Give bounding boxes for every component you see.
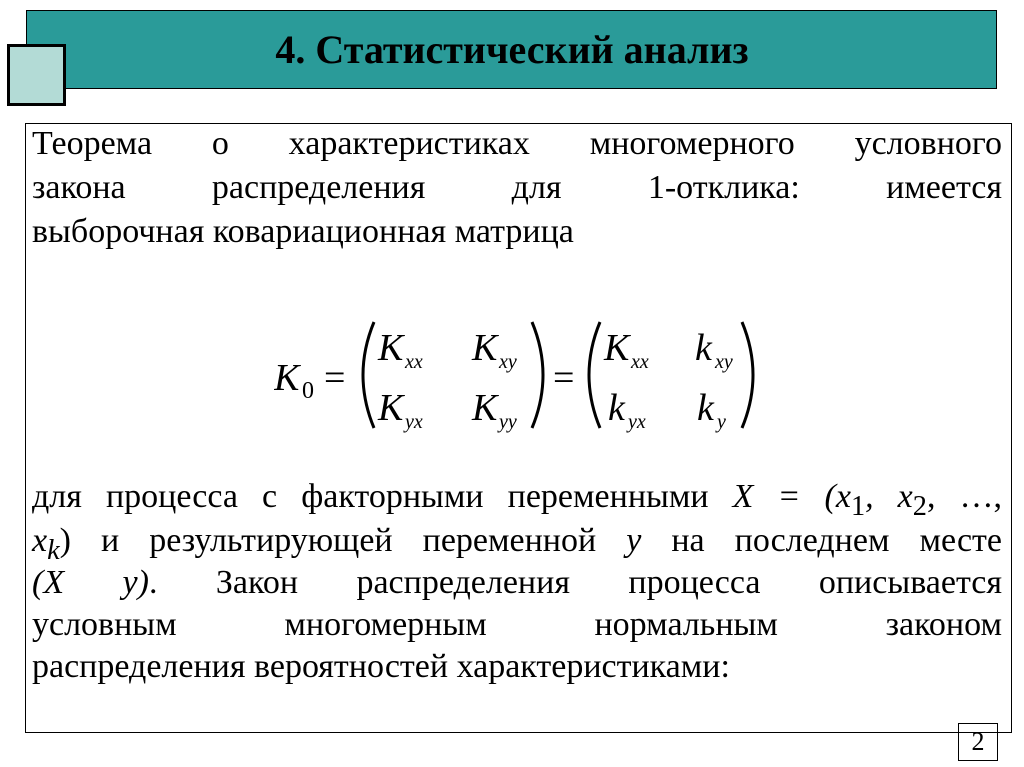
matrix2-right-paren (742, 322, 753, 428)
m1-r2c1: K (378, 387, 404, 429)
matrix1-right-paren (532, 322, 543, 428)
eq-equals-2: = (553, 357, 575, 399)
m1-r2c1-sub: yx (405, 411, 423, 433)
page-number: 2 (958, 723, 998, 761)
m2-r1c2-sub: xy (715, 351, 733, 373)
body-line-5: распределения вероятностей характеристиками: (32, 648, 730, 685)
m2-r1c2: k (695, 327, 712, 369)
theorem-line-1: Теорема о характеристиках многомерного условного (32, 125, 1002, 162)
eq-lhs-sub: 0 (302, 378, 314, 404)
body-line-4: условным многомерным нормальным законом (32, 606, 1002, 643)
m1-r1c2: K (472, 327, 498, 369)
theorem-line-3: выборочная ковариационная матрица (32, 213, 574, 250)
m1-r2c2: K (472, 387, 498, 429)
matrix2-left-paren (589, 322, 600, 428)
m2-r2c1: k (608, 387, 625, 429)
m2-r1c1: K (604, 327, 630, 369)
m1-r1c2-sub: xy (499, 351, 517, 373)
m1-r1c1-sub: xx (405, 351, 423, 373)
m2-r1c1-sub: xx (631, 351, 649, 373)
eq-equals-1: = (324, 357, 346, 399)
m2-r2c2-sub: y (717, 411, 726, 433)
matrix1-left-paren (363, 322, 374, 428)
m2-r2c1-sub: yx (628, 411, 646, 433)
body-line-3: (X y). Закон распределения процесса описывается (32, 564, 1002, 601)
covariance-matrix-equation (274, 310, 774, 440)
m1-r1c1: K (378, 327, 404, 369)
slide-title: 4. Статистический анализ (275, 27, 749, 72)
body-line-1: для процесса с факторными переменными $X = (x_1$, $x_2$, …, (32, 478, 1003, 522)
body-line-2: $x_k$) и результирующей переменной y на последнем месте (32, 522, 1002, 566)
m2-r2c2: k (697, 387, 714, 429)
theorem-line-2: закона распределения для 1-отклика: имеется (32, 169, 1002, 206)
eq-lhs: K (274, 357, 300, 399)
m1-r2c2-sub: yy (499, 411, 517, 433)
